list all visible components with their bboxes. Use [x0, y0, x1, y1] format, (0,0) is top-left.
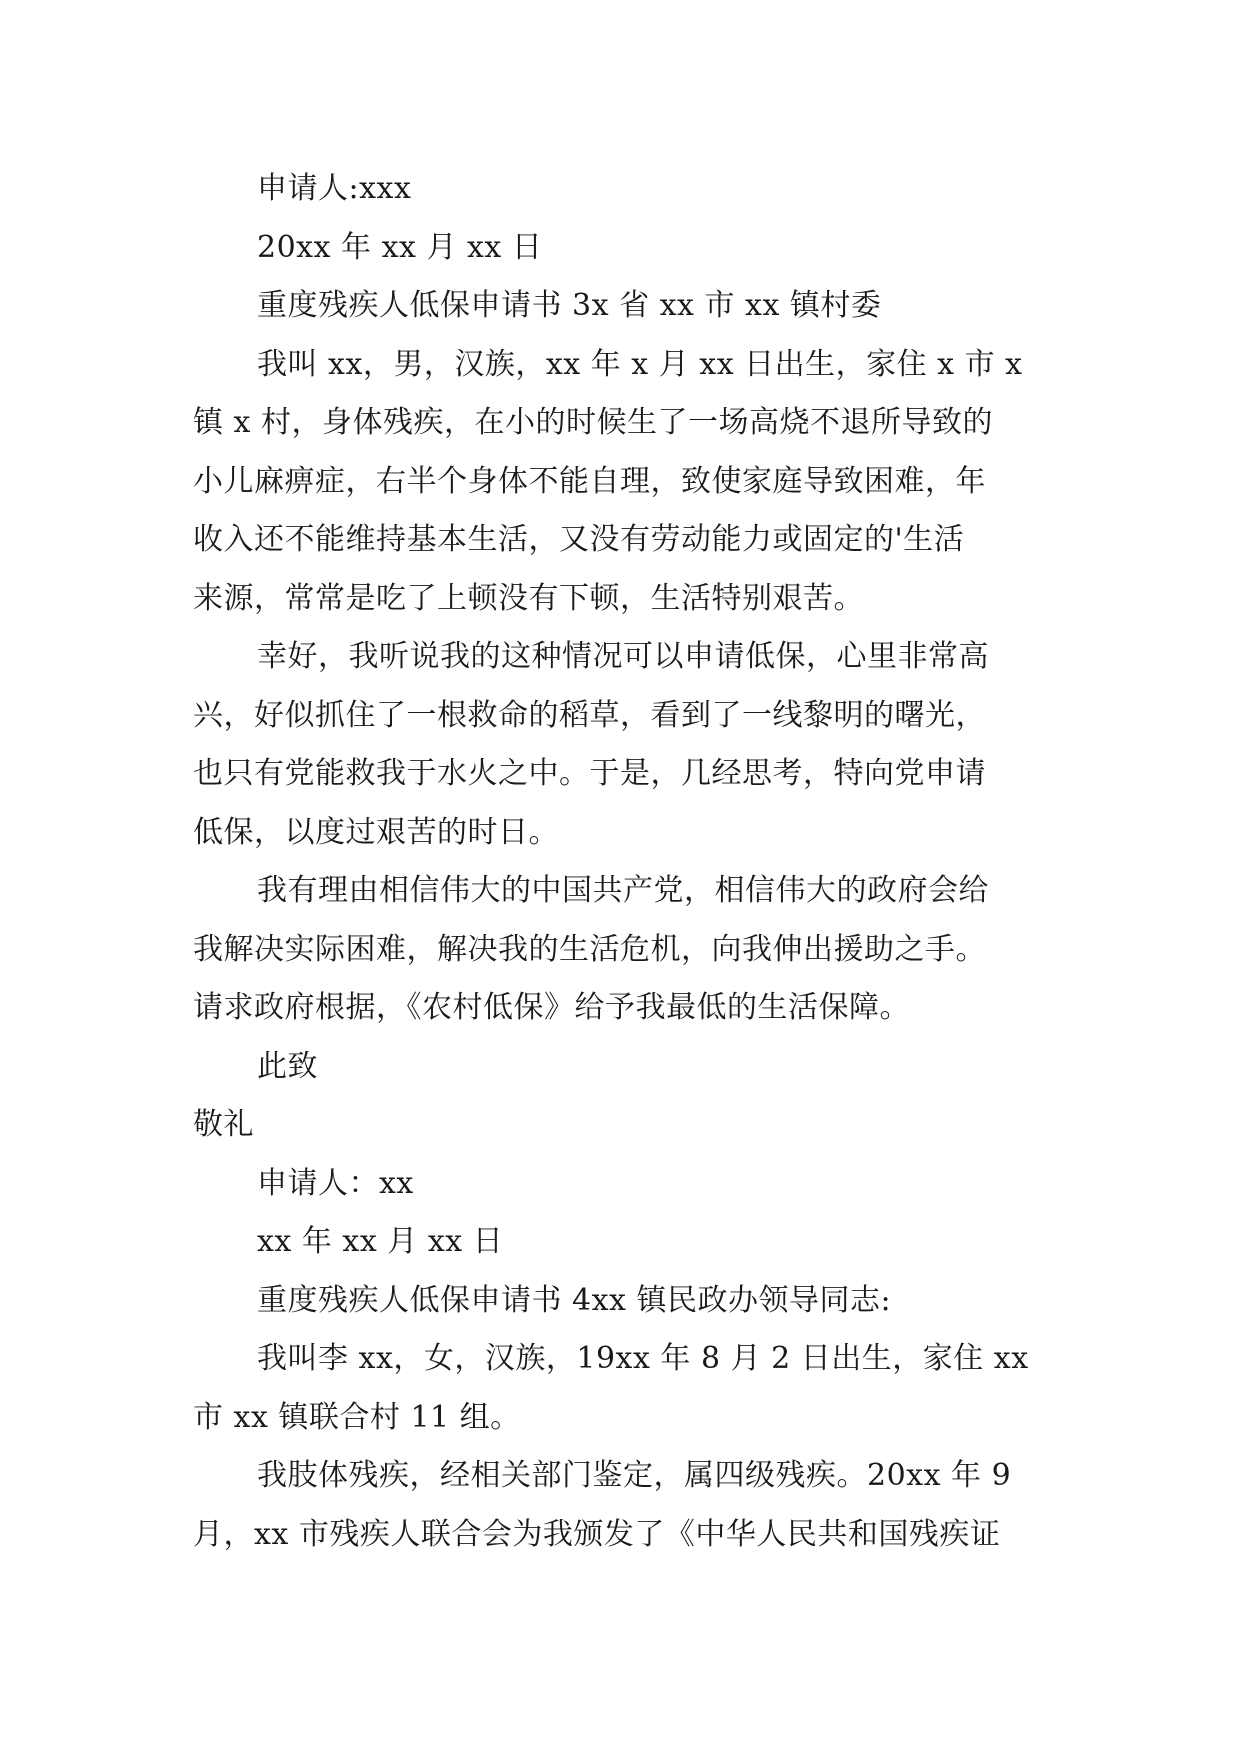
text-line: 20xx 年 xx 月 xx 日 [257, 229, 543, 265]
text-line: 月，xx 市残疾人联合会为我颁发了《中华人民共和国残疾证 [193, 1516, 1001, 1552]
text-line: 申请人:xxx [257, 171, 412, 206]
text-line: 我解决实际困难，解决我的生活危机，向我伸出援助之手。 [193, 931, 986, 967]
text-line: 敬礼 [193, 1107, 254, 1142]
text-line: 我有理由相信伟大的中国共产党，相信伟大的政府会给 [257, 873, 989, 908]
text-line: 兴，好似抓住了一根救命的稻草，看到了一线黎明的曙光， [193, 697, 986, 733]
text-line: 低保，以度过艰苦的时日。 [193, 814, 559, 850]
document-body [193, 160, 1073, 1564]
text-line: 幸好，我听说我的这种情况可以申请低保，心里非常高 [257, 639, 989, 674]
text-line: 镇 x 村，身体残疾，在小的时候生了一场高烧不退所导致的 [193, 405, 993, 440]
text-line: 也只有党能救我于水火之中。于是，几经思考，特向党申请 [193, 756, 986, 791]
text-line: 小儿麻痹症，右半个身体不能自理，致使家庭导致困难，年 [193, 463, 986, 499]
text-line: 市 xx 镇联合村 11 组。 [193, 1399, 521, 1435]
text-line: 我叫 xx，男，汉族，xx 年 x 月 xx 日出生，家住 x 市 x [257, 346, 1023, 382]
text-line: 收入还不能维持基本生活，又没有劳动能力或固定的'生活 [193, 522, 965, 557]
text-line: xx 年 xx 月 xx 日 [257, 1224, 504, 1259]
text-line: 我叫李 xx，女，汉族，19xx 年 8 月 2 日出生，家住 xx [257, 1341, 1029, 1376]
text-line: 来源，常常是吃了上顿没有下顿，生活特别艰苦。 [193, 580, 864, 616]
text-line: 重度残疾人低保申请书 3x 省 xx 市 xx 镇村委 [257, 288, 882, 323]
text-line: 申请人：xx [257, 1165, 414, 1201]
text-line: 我肢体残疾，经相关部门鉴定，属四级残疾。20xx 年 9 [257, 1458, 1012, 1493]
text-line: 此致 [257, 1048, 318, 1084]
text-line: 请求政府根据，《农村低保》给予我最低的生活保障。 [193, 990, 910, 1025]
text-line: 重度残疾人低保申请书 4xx 镇民政办领导同志: [257, 1282, 892, 1318]
